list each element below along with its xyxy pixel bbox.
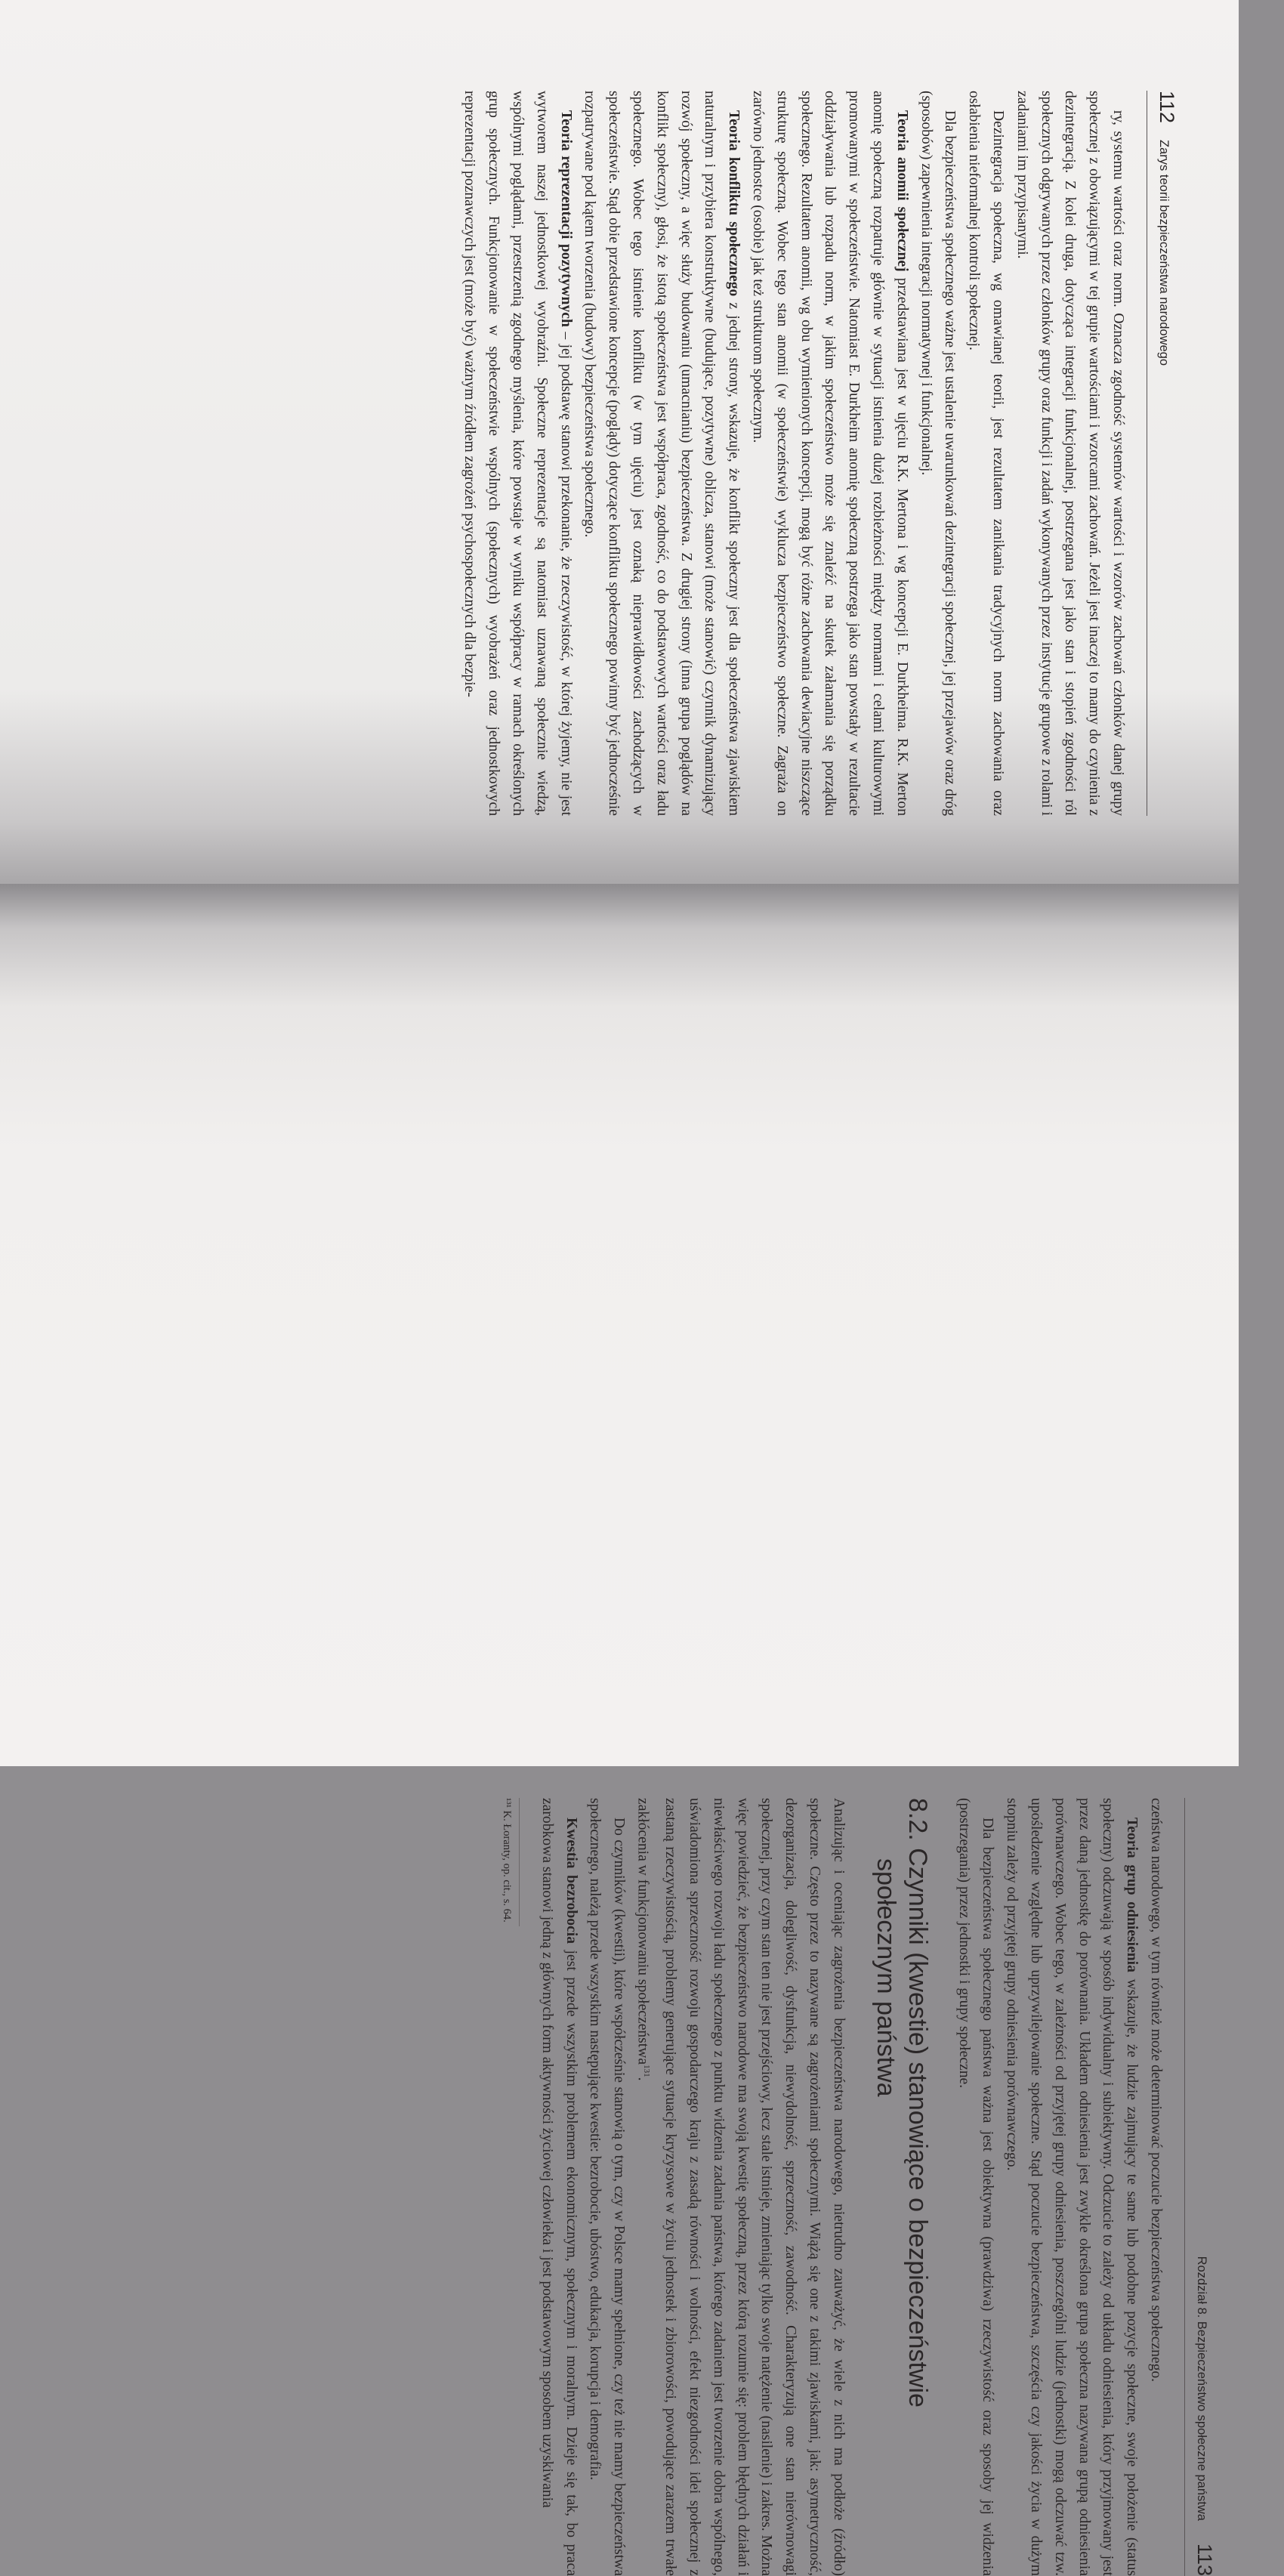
paragraph — [535, 1798, 583, 2576]
right-page-text-after — [535, 1798, 850, 2576]
page-number: 112 — [1156, 91, 1178, 124]
section-heading — [870, 1798, 934, 2576]
paragraph-text: Analizując i oceniając zagrożenia bezpieczeństwa narodowego, nietrudno zauważyć, że wiele z nich ma podłoże (źródło) społeczne. Często przez to nazywane są zagrożeniami społecznymi. Wiążą się one z takimi zjawiskami, jak: asymetryczność, dezorganizacja, dolegliwość, dysfunkcja, niewydolność, sprzeczność, zawodność. Charakteryzują one stan nierównowagi społecznej, przy czym stan ten nie jest przejściowy, lecz stale istnieje, zmieniając tylko swoje natężenie (nasilenie) i zakres. Można więc powiedzieć, że bezpieczeństwo narodowe ma swoją kwestię społeczną, przez którą rozumie się: problem błędnych działań i niewłaściwego rozwoju ładu społecznego z punktu widzenia zadania państwa, którego zadaniem jest tworzenie dobra wspólnego, uświadomiona sprzeczność rozwoju gospodarczego kraju z zasadą równości i wolności, efekt niezgodności idei społecznej z zastaną rzeczywistością, problemy generujące sytuacje kryzysowe w życiu jednostek i zbiorowości, powodujące zarazem trwałe zakłócenia w funkcjonowaniu społeczeństwa — [634, 1798, 847, 2576]
paragraph-text: czeństwa narodowego, w tym również może determinować poczucie bezpieczeństwa społecznego. — [1148, 1798, 1164, 2383]
paragraph-text: przedstawiana jest w ujęciu R.K. Mertona i wg koncepcji E. Durkheima. R.K. Merton anomię społeczną rozpatruje głównie w sytuacji istnienia dużej rozbieżności między normami i celami kulturowymi promowanymi w społeczeństwie. Natomiast E. Durkheim anomię społeczną postrzega jako stan powstały w rezultacie oddziaływania lub rozpadu norm, w jakim społeczeństwo może się znaleźć na skutek załamania się porządku społecznego. Rezultatem anomii, wg obu wymienionych koncepcji, mogą być różne zachowania dewiacyjne niszczące strukturę społeczną. Wobec tego stan anomii (w społeczeństwie) wyklucza bezpieczeństwo społeczne. Zagraża on zarówno jednostce (osobie) jak też strukturom społecznym. — [750, 91, 910, 816]
left-page-header — [1147, 91, 1178, 816]
running-head: Rozdział 8. Bezpieczeństwo społeczne państwa — [1195, 2256, 1208, 2521]
paragraph — [745, 91, 914, 816]
page-number: 113 — [1193, 2543, 1216, 2576]
paragraph — [961, 91, 1010, 816]
section-heading-line-1: 8.2. Czynniki (kwestie) stanowiące o bezpieczeństwie — [903, 1798, 932, 2408]
paragraph-text: Dla bezpieczeństwa społecznego państwa ważna jest obiektywna (prawdziwa) rzeczywistość oraz sposoby jej widzenia (postrzegania) przez jednostki i grupy społeczne. — [955, 1798, 996, 2576]
paragraph — [578, 91, 746, 816]
right-page — [0, 884, 1239, 2576]
paragraph — [952, 1798, 1000, 2576]
paragraph-lead-term: Teoria anomii społecznej — [894, 110, 910, 272]
paragraph: Analizując i oceniając zagrożenia bezpieczeństwa narodowego, nietrudno zauważyć, że wiele z nich ma podłoże (źródło) społeczne. Często przez to nazywane są zagrożeniami społecznymi. Wiążą się one z takimi zjawiskami, jak: asymetryczność, dezorganizacja, dolegliwość, dysfunkcja, niewydolność, sprzeczność, zawodność. Charakteryzują one stan nierównowagi społecznej, przy czym stan ten nie jest przejściowy, lecz stale istnieje, zmieniając tylko swoje natężenie (nasilenie) i zakres. Można więc powiedzieć, że bezpieczeństwo narodowe ma swoją kwestię społeczną, przez którą rozumie się: problem błędnych działań i niewłaściwego rozwoju ładu społecznego z punktu widzenia zadania państwa, którego zadaniem jest tworzenie dobra wspólnego, uświadomiona sprzeczność rozwoju gospodarczego kraju z zasadą równości i wolności, efekt niezgodności idei społecznej z zastaną rzeczywistością, problemy generujące sytuacje kryzysowe w życiu jednostek i zbiorowości, powodujące zarazem trwałe zakłócenia w funkcjonowaniu społeczeństwa$^{131}$. — [634, 1798, 847, 2576]
paragraph-lead-term: Teoria grup odniesienia — [1124, 1818, 1140, 1972]
paragraph-text: ry, systemu wartości oraz norm. Oznacza zgodność systemów wartości i wzorów zachowań członków danej grupy społecznej z obowiązującymi w tej grupie wartościami i wzorcami zachowań. Jeżeli jest inaczej to mamy do czynienia z dezintegracją. Z kolei druga, dotycząca integracji funkcjonalnej, postrzegana jest jako stan i stopień zgodności ról społecznych odgrywanych przez członków grupy oraz funkcji i zadań wykonywanych przez instytucje grupowe z rolami i zadaniami im przypisanymi. — [1014, 91, 1126, 816]
paragraph-text: Dezintegracja społeczna, wg omawianej teorii, jest rezultatem zanikania tradycyjnych norm zachowania oraz osłabienia nieformalnej kontroli społecznej. — [966, 91, 1007, 816]
paragraph-lead-term: Kwestia bezrobocia — [563, 1818, 579, 1944]
paragraph — [583, 1798, 631, 2576]
paragraph-lead-term: Teoria konfliktu społecznego — [726, 110, 742, 297]
paragraph — [1010, 91, 1130, 816]
left-page-content — [458, 91, 1178, 816]
paragraph — [999, 1798, 1144, 2576]
left-page — [0, 0, 1239, 884]
paragraph-text: Do czynników (kwestii), które współcześnie stanowią o tym, czy w Polsce mamy spełnione, czy też nie mamy bezpieczeństwa społecznego, należą przede wszystkim następujące kwestie: bezrobocie, ubóstwo, edukacja, korupcja i demografia. — [587, 1798, 628, 2576]
section-heading-line-2: społecznym państwa — [871, 1858, 900, 2097]
paragraph — [458, 91, 578, 816]
right-page-content — [499, 1798, 1216, 2576]
right-page-header — [1184, 1798, 1216, 2576]
running-head: Zarys teorii bezpieczeństwa narodowego — [1157, 140, 1171, 366]
paragraph — [1144, 1798, 1168, 2576]
paragraph-lead-term: Teoria reprezentacji pozytywnych — [557, 110, 574, 327]
footnote-separator — [519, 1798, 520, 1926]
paragraph-text: z jednej strony, wskazuje, że konflikt społeczny jest dla społeczeństwa zjawiskiem naturalnym i przybiera konstruktywne (budujące, pozytywne) oblicza, stanowi (może stanowić) czynnik dynamizujący rozwój społeczny, a więc służy budowaniu (umacnianiu) bezpieczeństwa. Z drugiej strony (inna grupa poglądów na konflikt społeczny), głosi, że istotą społeczeństwa jest współpraca, zgodność, co do podstawowych wartości oraz ładu społecznego. Wobec tego istnienie konfliktu (w tym ujęciu) jest oznaką nieprawidłowości zachodzących w społeczeństwie. Stąd obie przedstawione koncepcje (poglądy) dotyczące konfliktu społecznego powinny być jednocześnie rozpatrywane pod kątem tworzenia (budowy) bezpieczeństwa społecznego. — [582, 91, 742, 816]
paragraph-text: jest przede wszystkim problemem ekonomicznym, społecznym i moralnym. Dzieje się tak, bo praca zarobkowa stanowi jedną z głównych form aktywności życiowej człowieka i jest podstawowym sposobem uzyskiwania — [539, 1798, 579, 2576]
paragraph — [914, 91, 962, 816]
paragraph-text: Dla bezpieczeństwa społecznego ważne jest ustalenie uwarunkowań dezintegracji społecznej, jej przejawów oraz dróg (sposobów) zapewnienia integracji normatywnej i funkcjonalnej. — [918, 91, 958, 816]
left-page-text — [458, 91, 1130, 816]
paragraph-text: wskazuje, że ludzie zajmujący te same lub podobne pozycje społeczne, swoje położenie (status społeczny) odczuwają w sposób indywidualny i subiektywny. Odczucie to zależy od układu odniesienia, który przyjmowany jest przez daną jednostkę do porównania. Układem odniesienia jest zwykle określona grupa społeczna nazywana grupą odniesienia porównawczego. Wobec tego, w zależności od przyjętej grupy odniesienia, poszczególni ludzie (jednostki) mogą odczuwać tzw. upośledzenie względne lub uprzywilejowanie społeczne. Stąd poczucie bezpieczeństwa, szczęścia czy jakości życia w dużym stopniu zależy od przyjętej grupy odniesienia porównawczego. — [1004, 1798, 1140, 2576]
footnote-ref: 131 — [642, 2065, 652, 2077]
footnote: ¹³¹ K. Łoranty, op. cit., s. 64. — [500, 1798, 513, 1923]
paragraph-text: – jej podstawę stanowi przekonanie, że rzeczywistość, w której żyjemy, nie jest wytworem naszej jednostkowej wyobraźni. Społeczne reprezentacje są natomiast uznawaną społecznie wiedzą, wspólnymi poglądami, przestrzenią zgodnego myślenia, które powstaje w wyniku współpracy w ramach określonych grup społecznych. Funkcjonowanie w społeczeństwie wspólnych (społecznych) wyobrażeń oraz jednostkowych reprezentacji poznawczych jest (może być) ważnym źródłem zagrożeń psychospołecznych dla bezpie- — [461, 91, 574, 817]
right-page-text-before — [952, 1798, 1168, 2576]
